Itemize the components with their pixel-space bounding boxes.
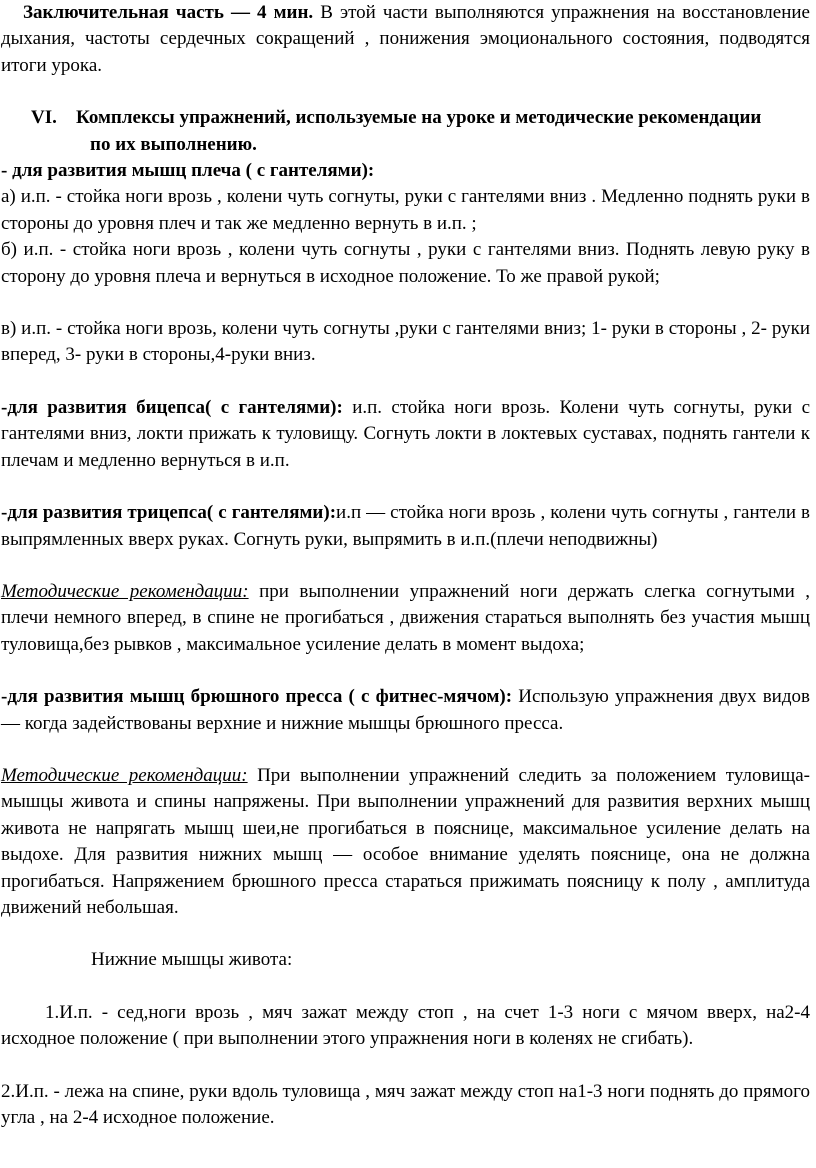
section-heading [1, 105, 810, 158]
section-number: VI. [31, 107, 57, 129]
spacer [1, 737, 810, 763]
abs-paragraph [1, 684, 810, 737]
method-label-2: Методические рекомендации: [1, 764, 248, 786]
abs-text: Использую упражнения двух видов — когда задействованы верхние и нижние мышцы брюшного пресса. [1, 686, 810, 734]
triceps-text: и.п — стойка ноги врозь , колени чуть согнуты , гантели в выпрямленных вверх руках. Согнуть руки, выпрямить в и.п.(плечи неподвижны) [1, 502, 810, 550]
spacer [1, 79, 810, 105]
biceps-paragraph [1, 395, 810, 474]
spacer [1, 474, 810, 500]
biceps-text: и.п. стойка ноги врозь. Колени чуть согнуты, руки с гантелями вниз, локти прижать к туловищу. Согнуть локти в локтевых суставах, поднять гантели к плечам и медленно вернуться в и.п. [1, 396, 811, 471]
exercise-2: 2.И.п. - лежа на спине, руки вдоль туловища , мяч зажат между стоп на1-3 ноги поднять до прямого угла , на 2-4 исходное положение. [1, 1080, 810, 1128]
exercise-1: 1.И.п. - сед,ноги врозь , мяч зажат между стоп , на счет 1-3 ноги с мячом вверх, на2-4 исходное положение ( при выполнении этого упражнения ноги в коленях не сгибать). [1, 1001, 810, 1050]
intro-paragraph [1, 0, 810, 79]
shoulder-item-b: б) и.п. - стойка ноги врозь , колени чуть согнуты , руки с гантелями вниз. Поднять левую руку в сторону до уровня плеча и вернуться в исходное положение. То же правой рукой; [1, 239, 810, 287]
lower-abs-label: Нижние мышцы живота: [91, 949, 293, 971]
method-text-2: При выполнении упражнений следить за положением туловища- мышцы живота и спины напряжены. При выполнении упражнений для развития верхних мышц живота не напрягать мышц шеи,не прогибаться в пояснице, максимальное усиление делать на выдохе. Для развития нижних мышц — особое внимание уделять пояснице, она не должна прогибаться. Напряжением брюшного пресса стараться прижимать поясницу к полу , амплитуда движений небольшая. [1, 764, 811, 918]
spacer [1, 921, 810, 947]
spacer [1, 658, 810, 684]
section-heading-line1: Комплексы упражнений, используемые на уроке и методические рекомендации [76, 107, 762, 129]
method-recommendations-1 [1, 579, 810, 658]
method-recommendations-2 [1, 763, 810, 921]
spacer [1, 369, 810, 395]
shoulder-title: - для развития мышц плеча ( с гантелями): [1, 160, 375, 182]
shoulder-item-c: в) и.п. - стойка ноги врозь, колени чуть согнуты ,руки с гантелями вниз; 1- руки в стороны , 2- руки вперед, 3- руки в стороны,4-руки вниз. [1, 318, 810, 366]
spacer [1, 974, 810, 1000]
method-text-1: при выполнении упражнений ноги держать слегка согнутыми , плечи немного вперед, в спине не прогибаться , движения стараться выполнять без участия мышц туловища,без рывков , максимальное усиление делать в момент выдоха; [1, 580, 810, 655]
intro-bold: Заключительная часть — 4 мин. [23, 2, 314, 23]
biceps-bold: -для развития бицепса( с гантелями): [1, 396, 343, 418]
spacer [1, 290, 810, 316]
section-heading-line2: по их выполнению. [90, 133, 257, 155]
spacer [1, 1053, 810, 1079]
shoulder-item-a: а) и.п. - стойка ноги врозь , колени чуть согнуты, руки с гантелями вниз . Медленно поднять руки в стороны до уровня плеч и так же медленно вернуть в и.п. ; [1, 186, 810, 234]
triceps-bold: -для развития трицепса( с гантелями): [1, 502, 337, 524]
method-label-1: Методические рекомендации: [1, 580, 249, 602]
spacer [1, 553, 810, 579]
intro-text: В этой части выполняются упражнения на восстановление дыхания, частоты сердечных сокращений , понижения эмоционального состояния, подводятся итоги урока. [1, 2, 810, 76]
abs-bold: -для развития мышц брюшного пресса ( с фитнес-мячом): [1, 686, 513, 708]
triceps-paragraph [1, 500, 810, 553]
